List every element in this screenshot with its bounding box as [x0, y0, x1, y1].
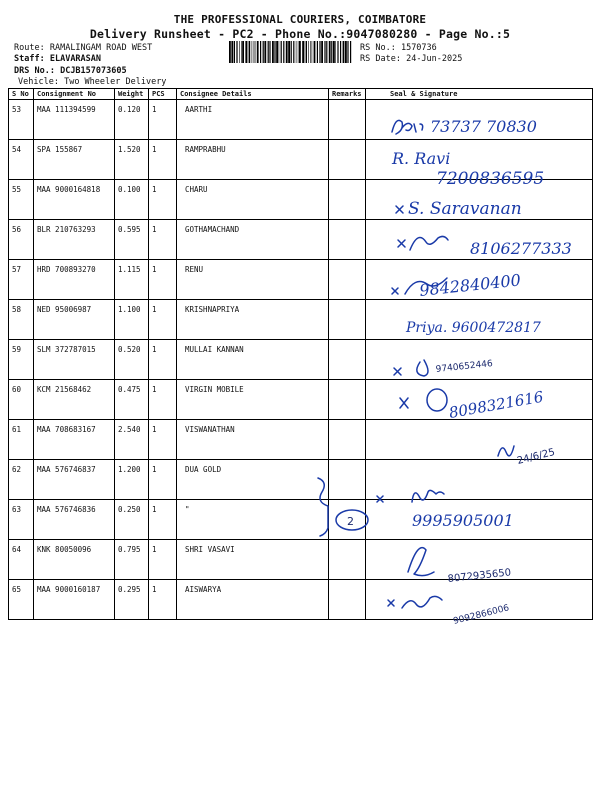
table-row — [9, 580, 593, 620]
handwritten-phone: 7200836595 — [436, 169, 545, 189]
row-sno: 63 — [9, 500, 34, 540]
row-consignment: MAA 576746837 — [34, 460, 115, 500]
table-row — [9, 380, 593, 420]
row-consignee: RENU — [177, 260, 329, 300]
row-consignment: HRD 700893270 — [34, 260, 115, 300]
table-row — [9, 460, 593, 500]
table-header-row — [9, 89, 593, 100]
handwritten-count: 2 — [347, 515, 354, 528]
row-pcs: 1 — [149, 100, 177, 140]
table-row — [9, 500, 593, 540]
row-weight: 0.520 — [115, 340, 149, 380]
handwritten-phone: 8106277333 — [470, 239, 572, 258]
row-sno: 61 — [9, 420, 34, 460]
row-weight: 1.115 — [115, 260, 149, 300]
col-signature-header: Seal & Signature — [366, 89, 593, 100]
rs-date-line — [360, 54, 462, 64]
runsheet-subtitle: Delivery Runsheet - PC2 - Phone No.:9047080280 - Page No.:5 — [89, 27, 511, 41]
row-consignee: MULLAI KANNAN — [177, 340, 329, 380]
row-sno: 53 — [9, 100, 34, 140]
row-consignment: BLR 210763293 — [34, 220, 115, 260]
col-sno-header: S No — [9, 89, 34, 100]
drs-label: DRS No.: — [14, 66, 55, 76]
row-weight: 0.295 — [115, 580, 149, 620]
table-row — [9, 540, 593, 580]
row-pcs: 1 — [149, 180, 177, 220]
row-consignment: KCM 21568462 — [34, 380, 115, 420]
row-pcs: 1 — [149, 260, 177, 300]
row-remarks — [329, 180, 366, 220]
row-signature — [366, 180, 593, 220]
handwritten-phone: 73737 70830 — [430, 117, 537, 136]
table-row — [9, 180, 593, 220]
row-weight: 0.795 — [115, 540, 149, 580]
row-signature — [366, 260, 593, 300]
row-sno: 56 — [9, 220, 34, 260]
route-value: RAMALINGAM ROAD WEST — [49, 43, 153, 53]
row-pcs: 1 — [149, 300, 177, 340]
company-title: THE PROFESSIONAL COURIERS, COIMBATORE — [173, 13, 427, 26]
handwritten-phone: 9842840400 — [418, 270, 522, 300]
row-remarks — [329, 260, 366, 300]
table-row — [9, 260, 593, 300]
handwritten-phone: 8098321616 — [447, 387, 545, 422]
table-row — [9, 100, 593, 140]
row-weight: 2.540 — [115, 420, 149, 460]
route-label: Route: — [14, 43, 45, 53]
table-row — [9, 220, 593, 260]
row-consignment: MAA 576746836 — [34, 500, 115, 540]
row-remarks — [329, 420, 366, 460]
handwritten-phone: 9995905001 — [412, 511, 514, 530]
row-consignee: KRISHNAPRIYA — [177, 300, 329, 340]
row-consignee: SHRI VASAVI — [177, 540, 329, 580]
row-pcs: 1 — [149, 140, 177, 180]
row-pcs: 1 — [149, 460, 177, 500]
row-consignee: RAMPRABHU — [177, 140, 329, 180]
row-remarks — [329, 140, 366, 180]
barcode-image — [228, 41, 354, 63]
row-signature — [366, 100, 593, 140]
table-row — [9, 420, 593, 460]
row-consignment: MAA 111394599 — [34, 100, 115, 140]
row-consignee: CHARU — [177, 180, 329, 220]
handwritten-phone: 8072935650 — [447, 567, 512, 585]
row-consignment: MAA 708683167 — [34, 420, 115, 460]
row-consignment: SLM 372787015 — [34, 340, 115, 380]
row-consignee: DUA GOLD — [177, 460, 329, 500]
rs-date-value: 24-Jun-2025 — [406, 54, 463, 64]
row-weight: 1.100 — [115, 300, 149, 340]
row-weight: 0.120 — [115, 100, 149, 140]
row-remarks — [329, 220, 366, 260]
staff-label: Staff: — [14, 54, 45, 64]
route-line — [14, 43, 152, 53]
table-row — [9, 140, 593, 180]
row-remarks — [329, 340, 366, 380]
row-pcs: 1 — [149, 580, 177, 620]
row-consignment: SPA 155867 — [34, 140, 115, 180]
staff-value: ELAVARASAN — [49, 54, 102, 64]
row-remarks — [329, 380, 366, 420]
row-weight: 1.520 — [115, 140, 149, 180]
row-sno: 62 — [9, 460, 34, 500]
col-remarks-header: Remarks — [329, 89, 366, 100]
row-consignee: VIRGIN MOBILE — [177, 380, 329, 420]
drs-line — [14, 66, 127, 76]
row-consignment: NED 95006987 — [34, 300, 115, 340]
row-signature — [366, 300, 593, 340]
row-signature — [366, 500, 593, 540]
row-signature — [366, 220, 593, 260]
row-pcs: 1 — [149, 380, 177, 420]
row-signature — [366, 380, 593, 420]
runsheet-table — [8, 88, 593, 620]
rs-no-value: 1570736 — [400, 43, 437, 53]
row-consignee: GOTHAMACHAND — [177, 220, 329, 260]
row-sno: 64 — [9, 540, 34, 580]
handwritten-name-phone: Priya. 9600472817 — [406, 320, 541, 336]
row-weight: 0.250 — [115, 500, 149, 540]
row-remarks — [329, 580, 366, 620]
row-consignee: AARTHI — [177, 100, 329, 140]
row-signature — [366, 420, 593, 460]
row-weight: 1.200 — [115, 460, 149, 500]
row-remarks — [329, 500, 366, 540]
row-remarks — [329, 100, 366, 140]
row-pcs: 1 — [149, 500, 177, 540]
row-weight: 0.475 — [115, 380, 149, 420]
handwritten-phone: 9740652446 — [435, 359, 494, 375]
row-consignment: KNK 80050096 — [34, 540, 115, 580]
row-pcs: 1 — [149, 340, 177, 380]
rs-no-label: RS No.: — [360, 43, 396, 53]
vehicle-label: Vehicle: — [18, 77, 59, 87]
row-sno: 55 — [9, 180, 34, 220]
table-row — [9, 340, 593, 380]
staff-line — [14, 54, 101, 64]
row-signature — [366, 340, 593, 380]
row-sno: 57 — [9, 260, 34, 300]
row-consignee: VISWANATHAN — [177, 420, 329, 460]
row-signature — [366, 460, 593, 500]
row-sno: 59 — [9, 340, 34, 380]
row-remarks — [329, 460, 366, 500]
row-signature — [366, 580, 593, 620]
col-consignee-header: Consignee Details — [177, 89, 329, 100]
row-signature — [366, 540, 593, 580]
row-pcs: 1 — [149, 540, 177, 580]
col-consignment-header: Consignment No — [34, 89, 115, 100]
rs-no-line — [360, 43, 437, 53]
rs-date-label: RS Date: — [360, 54, 401, 64]
row-consignment: MAA 9000160187 — [34, 580, 115, 620]
row-remarks — [329, 300, 366, 340]
row-signature — [366, 140, 593, 180]
row-consignee: AISWARYA — [177, 580, 329, 620]
row-pcs: 1 — [149, 420, 177, 460]
row-consignment: MAA 9000164818 — [34, 180, 115, 220]
row-pcs: 1 — [149, 220, 177, 260]
col-weight-header: Weight — [115, 89, 149, 100]
col-pcs-header: PCS — [149, 89, 177, 100]
row-weight: 0.595 — [115, 220, 149, 260]
handwritten-name: S. Saravanan — [408, 199, 522, 219]
vehicle-value: Two Wheeler Delivery — [64, 77, 167, 87]
row-consignee: " — [177, 500, 329, 540]
drs-value: DCJB157073605 — [60, 66, 127, 76]
vehicle-line — [18, 77, 166, 87]
row-sno: 54 — [9, 140, 34, 180]
handwritten-phone: 9092866006 — [452, 603, 511, 627]
handwritten-name: R. Ravi — [392, 149, 451, 168]
row-sno: 65 — [9, 580, 34, 620]
row-remarks — [329, 540, 366, 580]
row-sno: 60 — [9, 380, 34, 420]
handwritten-date: 24/6/25 — [516, 446, 557, 467]
row-weight: 0.100 — [115, 180, 149, 220]
row-sno: 58 — [9, 300, 34, 340]
table-row — [9, 300, 593, 340]
